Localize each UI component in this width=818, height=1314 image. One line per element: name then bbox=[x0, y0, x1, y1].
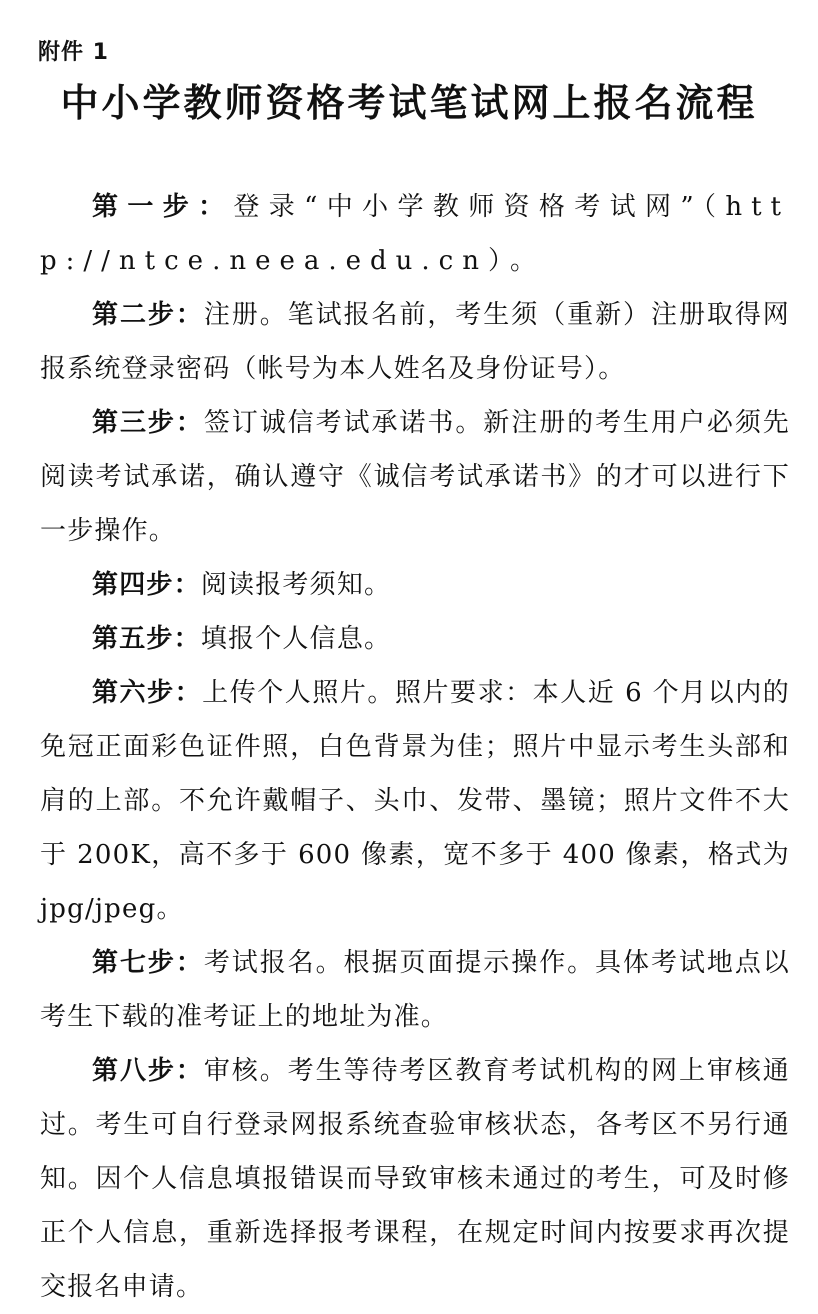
step-paragraph-8 bbox=[40, 1044, 790, 1314]
step-paragraph-1 bbox=[40, 180, 790, 288]
step-text-2: 注册。笔试报名前，考生须（重新）注册取得网报系统登录密码（帐号为本人姓名及身份证号）。 bbox=[40, 300, 791, 384]
step-label-7: 第七步： bbox=[92, 948, 204, 978]
step-label-5: 第五步： bbox=[92, 624, 201, 654]
step-paragraph-7 bbox=[40, 936, 790, 1044]
step-text-4: 阅读报考须知。 bbox=[200, 570, 392, 600]
step-label-6: 第六步： bbox=[92, 678, 203, 708]
step-label-4: 第四步： bbox=[92, 570, 201, 600]
document-title: 中小学教师资格考试笔试网上报名流程 bbox=[60, 81, 758, 125]
step-label-1: 第一步： bbox=[92, 192, 234, 222]
step-paragraph-5 bbox=[40, 612, 790, 666]
step-paragraph-2 bbox=[40, 288, 790, 396]
step-label-2: 第二步： bbox=[92, 300, 204, 330]
step-paragraph-4 bbox=[40, 558, 790, 612]
step-text-7: 考试报名。根据页面提示操作。具体考试地点以考生下载的准考证上的地址为准。 bbox=[40, 948, 791, 1032]
step-paragraph-6 bbox=[40, 666, 790, 936]
step-text-3: 签订诚信考试承诺书。新注册的考生用户必须先阅读考试承诺，确认遵守《诚信考试承诺书》的才可以进行下一步操作。 bbox=[40, 408, 791, 546]
step-paragraph-3 bbox=[40, 396, 790, 558]
registration-process-content bbox=[40, 180, 790, 1314]
step-text-1: 登录“中小学教师资格考试网”（http://ntce.neea.edu.cn）。 bbox=[40, 192, 790, 276]
step-label-3: 第三步： bbox=[92, 408, 204, 438]
step-text-8: 审核。考生等待考区教育考试机构的网上审核通过。考生可自行登录网报系统查验审核状态，各考区不另行通知。因个人信息填报错误而导致审核未通过的考生，可及时修正个人信息，重新选择报考课程，在规定时间内按要求再次提交报名申请。 bbox=[40, 1056, 791, 1302]
attachment-label: 附件 1 bbox=[38, 40, 109, 65]
step-label-8: 第八步： bbox=[92, 1056, 204, 1086]
step-text-6: 上传个人照片。照片要求：本人近 6 个月以内的免冠正面彩色证件照，白色背景为佳；照片中显示考生头部和肩的上部。不允许戴帽子、头巾、发带、墨镜；照片文件不大于 200K，高不多于 600 像素，宽不多于 400 像素，格式为 jpg/jpeg。 bbox=[40, 678, 790, 924]
step-text-5: 填报个人信息。 bbox=[200, 624, 392, 654]
